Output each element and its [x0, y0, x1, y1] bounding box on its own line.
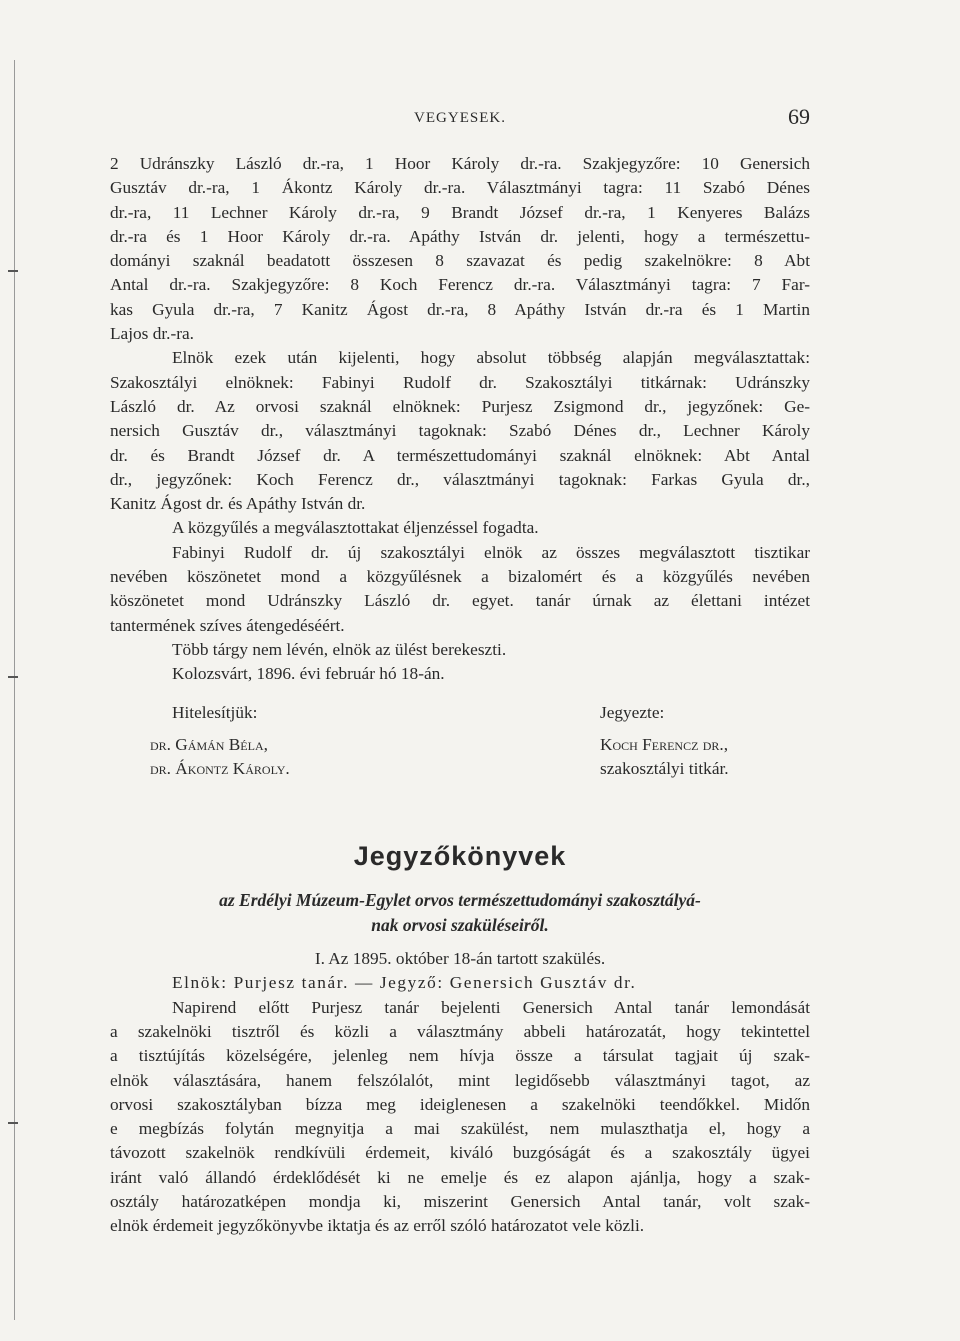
text-line: dr. és Brandt József dr. A természettudományi szaknál elnöknek: Abt Antal: [110, 445, 810, 465]
meeting-officers: Elnök: Purjesz tanár. — Jegyző: Genersich Gusztáv dr.: [172, 973, 637, 993]
section-subtitle: az Erdélyi Múzeum-Egylet orvos természettudományi szakosztályá-: [219, 890, 701, 911]
text-line: iránt való állandó érdeklődését ki ne emelje és ez alapon ajánlja, hogy a szak-: [110, 1167, 810, 1187]
text-line: Gusztáv dr.-ra, 1 Ákontz Károly dr.-ra. Választmányi tagra: 11 Szabó Dénes: [110, 178, 810, 198]
place-date: Kolozsvárt, 1896. évi február hó 18-án.: [172, 664, 445, 684]
text-line: Fabinyi Rudolf dr. új szakosztályi elnök az összes megválasztott tisztikar: [172, 542, 810, 562]
text-line: dományi szaknál beadatott összesen 8 szavazat és pedig szakelnökre: 8 Abt: [110, 251, 810, 271]
signature-right-heading: Jegyezte:: [600, 702, 665, 722]
text-line: Antal dr.-ra. Szakjegyzőre: 8 Koch Ferencz dr.-ra. Választmányi tagra: 7 Far-: [110, 275, 810, 295]
scan-margin-mark: [8, 1122, 18, 1124]
text-line: osztály határozatképen mondja ki, miszerint Genersich Antal tanár, volt szak-: [110, 1191, 810, 1211]
text-line: László dr. Az orvosi szaknál elnöknek: Purjesz Zsigmond dr., jegyzőnek: Ge-: [110, 396, 810, 416]
text-line: elnök választására, hanem felszólalót, mint legidősebb választmányi tagot, az: [110, 1070, 810, 1090]
signature-name: dr. Gámán Béla,: [150, 734, 268, 754]
text-line: dr., jegyzőnek: Koch Ferencz dr., választmányi tagoknak: Farkas Gyula dr.,: [110, 469, 810, 489]
text-line: a szakelnöki tisztről és közli a választmány abbeli határozatát, hogy tekintettel: [110, 1021, 810, 1041]
signature-name: dr. Ákontz Károly.: [150, 759, 290, 779]
text-line: dr.-ra és 1 Hoor Károly dr.-ra. Apáthy István dr. jelenti, hogy a természettu-: [110, 226, 810, 246]
paragraph-elected-officers: [110, 346, 810, 516]
meeting-heading: I. Az 1895. október 18-án tartott szakülés.: [314, 949, 606, 969]
paragraph-agenda: [110, 996, 810, 1239]
signature-left-heading: Hitelesítjük:: [172, 702, 258, 722]
text-line: orvosi szakosztályban bízza meg ideiglenesen a szakelnöki teendőkkel. Midőn: [110, 1094, 810, 1114]
text-line: Kanitz Ágost dr. és Apáthy István dr.: [110, 494, 366, 514]
scan-margin-mark: [8, 676, 18, 678]
section-subtitle: nak orvosi szaküléseiről.: [371, 914, 549, 935]
text-line: elnök érdemeit jegyzőkönyvbe iktatja és az erről szóló határozatot vele közli.: [110, 1216, 645, 1236]
text-line: a tisztújítás közelségére, jelenleg nem hívja össze a társulat tagjait új szak-: [110, 1046, 810, 1066]
text-line: dr.-ra, 11 Lechner Károly dr.-ra, 9 Brandt József dr.-ra, 1 Kenyeres Balázs: [110, 202, 810, 222]
text-line: tantermének szíves átengedéséért.: [110, 615, 345, 635]
text-line: távozott szakelnök rendkívüli érdemeit, kiváló buzgóságát és a szakosztály ügyei: [110, 1143, 810, 1163]
text-line: Lajos dr.-ra.: [110, 324, 194, 344]
text-line: kas Gyula dr.-ra, 7 Kanitz Ágost dr.-ra, 8 Apáthy István dr.-ra és 1 Martin: [110, 299, 810, 319]
text-column: [110, 152, 810, 1239]
paragraph-election-results: [110, 152, 810, 346]
page-number: 69: [788, 104, 810, 129]
text-line: nevében köszönetet mond a közgyűlésnek a bizalomért és a közgyűlés nevében: [110, 567, 810, 587]
text-line: e megbízás folytán megnyitja a mai szakülést, nem mulaszthatja el, hogy a: [110, 1119, 810, 1139]
paragraph-acclamation: A közgyűlés a megválasztottakat éljenzéssel fogadta.: [172, 518, 539, 538]
signature-name: Koch Ferencz dr.,: [600, 734, 729, 754]
running-head: VEGYESEK.: [414, 110, 506, 126]
text-line: Szakosztályi elnöknek: Fabinyi Rudolf dr. Szakosztályi titkárnak: Udránszky: [110, 372, 810, 392]
signature-title: szakosztályi titkár.: [600, 759, 729, 779]
text-line: Napirend előtt Purjesz tanár bejelenti Genersich Antal tanár lemondását: [172, 997, 810, 1017]
text-line: nersich Gusztáv dr., választmányi tagoknak: Szabó Dénes dr., Lechner Károly: [110, 421, 810, 441]
section-title: Jegyzőkönyvek: [353, 841, 567, 872]
text-line: köszönetet mond Udránszky László dr. egyet. tanár úrnak az élettani intézet: [110, 591, 810, 611]
paragraph-thanks: [110, 541, 810, 638]
paragraph-closing: Több tárgy nem lévén, elnök az ülést berekeszti.: [172, 639, 507, 659]
text-line: 2 Udránszky László dr.-ra, 1 Hoor Károly dr.-ra. Szakjegyzőre: 10 Genersich: [110, 154, 810, 173]
signature-block: [110, 701, 810, 782]
text-line: Elnök ezek után kijelenti, hogy absolut többség alapján megválasztattak:: [172, 348, 810, 368]
page-header: [110, 104, 810, 138]
scan-margin-mark: [8, 270, 18, 272]
scan-margin-line: [14, 60, 15, 1320]
